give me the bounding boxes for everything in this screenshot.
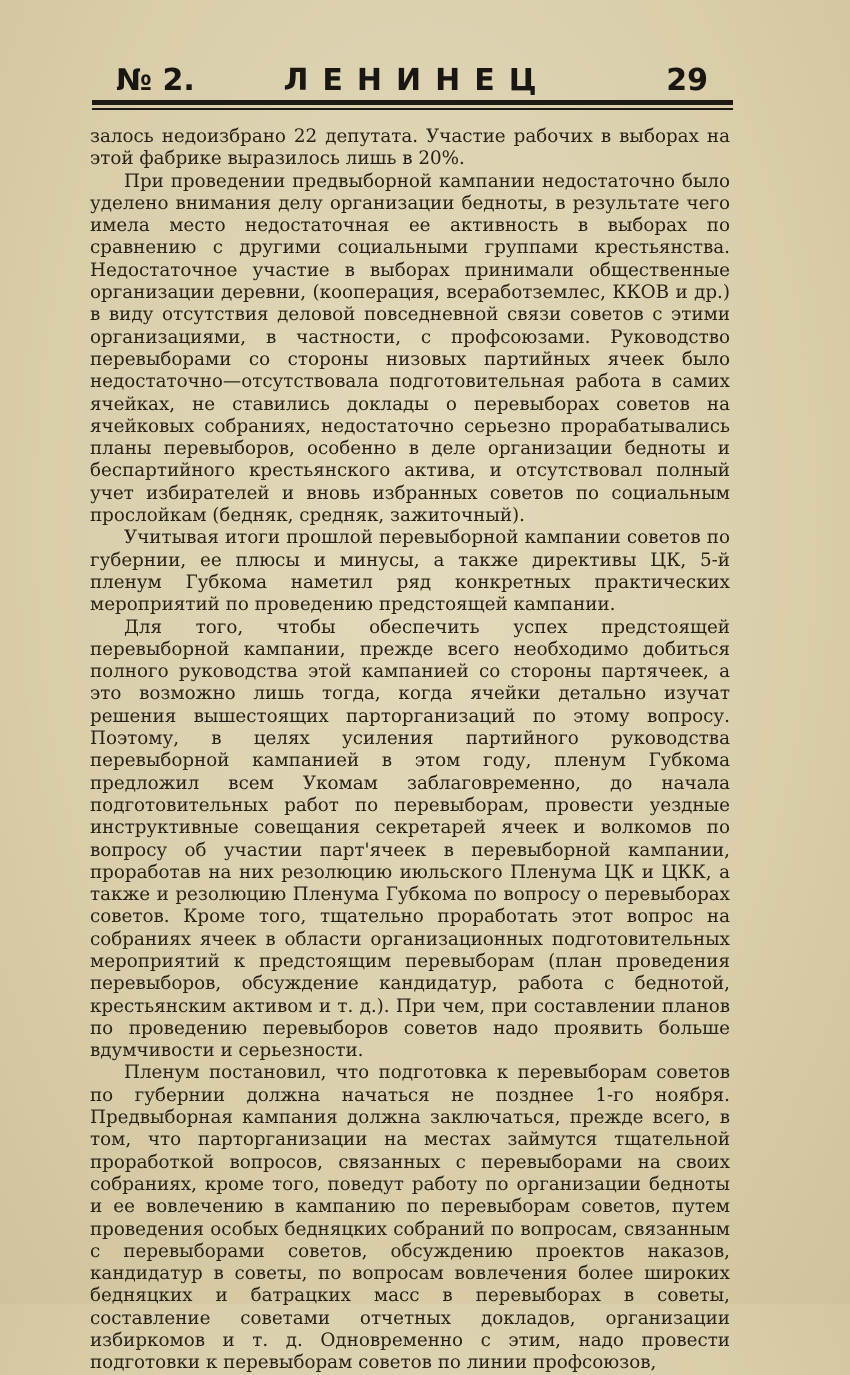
paragraph-2: При проведении предвыборной кампании недостаточно было уделено внимания делу организации бедноты, в результате чего имела место недостаточная ее активность в выборах по сравнению с другими социальными группами крестьянства. Недостаточное участие в выборах принимали общественные организации деревни, (кооперация, всеработземлес, ККОВ и др.) в виду отсутствия деловой повседневной связи советов с этими организациями, в частности, с профсоюзами. Руководство перевыборами со стороны низовых партийных ячеек было недостаточно—отсутствовала подготовительная работа в самих ячейках, не ставились доклады о перевыборах советов на ячейковых собраниях, недостаточно серьезно прорабатывались планы перевыборов, особенно в деле организации бедноты и беспартийного крестьянского актива, и отсутствовал полный учет избирателей и вновь избранных советов по социальным прослойкам (бедняк, средняк, зажиточный).: [90, 170, 730, 527]
journal-title: ЛЕНИНЕЦ: [283, 63, 551, 98]
paragraph-1: залось недоизбрано 22 депутата. Участие рабочих в выборах на этой фабрике выразилось лишь в 20%.: [90, 126, 730, 170]
header-rule-thin: [92, 108, 733, 110]
header-rule: [92, 100, 733, 105]
paragraph-3: Учитывая итоги прошлой перевыборной кампании советов по губернии, ее плюсы и минусы, а также директивы ЦК, 5-й пленум Губкома наметил ряд конкретных практических мероприятий по проведению предстоящей кампании.: [90, 527, 730, 616]
page-number: 29: [666, 63, 708, 98]
page-header: [92, 62, 732, 102]
article-body: [90, 126, 730, 1375]
paragraph-4: Для того, чтобы обеспечить успех предстоящей перевыборной кампании, прежде всего необходимо добиться полного руководства этой кампанией со стороны партячеек, а это возможно лишь тогда, когда ячейки детально изучат решения вышестоящих парторганизаций по этому вопросу. Поэтому, в целях усиления партийного руководства перевыборной кампанией в этом году, пленум Губкома предложил всем Укомам заблаговременно, до начала подготовительных работ по перевыборам, провести уездные инструктивные совещания секретарей ячеек и волкомов по вопросу об участии парт'ячеек в перевыборной кампании, проработав на них резолюцию июльского Пленума ЦК и ЦКК, а также и резолюцию Пленума Губкома по вопросу о перевыборах советов. Кроме того, тщательно проработать этот вопрос на собраниях ячеек в области организационных подготовительных мероприятий к предстоящим перевыборам (план проведения перевыборов, обсуждение кандидатур, работа с беднотой, крестьянским активом и т. д.). При чем, при составлении планов по проведению перевыборов советов надо проявить больше вдумчивости и серьезности.: [90, 616, 730, 1062]
paragraph-5: Пленум постановил, что подготовка к перевыборам советов по губернии должна начаться не позднее 1-го ноября. Предвыборная кампания должна заключаться, прежде всего, в том, что парторганизации на местах займутся тщательной проработкой вопросов, связанных с перевыборами на своих собраниях, кроме того, поведут работу по организации бедноты и ее вовлечению в кампанию по перевыборам советов, путем проведения особых бедняцких собраний по вопросам, связанным с перевыборами советов, обсуждению проектов наказов, кандидатур в советы, по вопросам вовлечения более широких бедняцких и батрацких масс в перевыборах в советы, составление советами отчетных докладов, организации избиркомов и т. д. Одновременно с этим, надо провести подготовки к перевыборам советов по линии профсоюзов,: [90, 1062, 730, 1374]
issue-number: № 2.: [116, 63, 195, 98]
